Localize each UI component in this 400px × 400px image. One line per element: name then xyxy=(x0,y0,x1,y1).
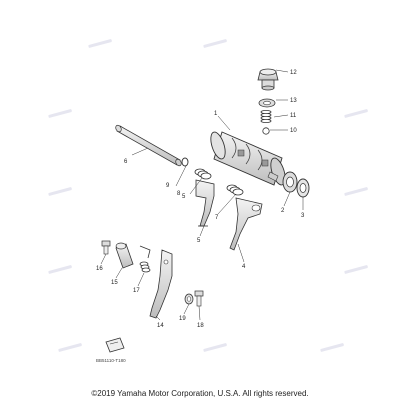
spring-part-17 xyxy=(140,262,150,272)
copyright-footer: ©2019 Yamaha Motor Corporation, U.S.A. All rights reserved. xyxy=(91,389,309,398)
label-19: 19 xyxy=(179,316,186,322)
lever-part-14 xyxy=(150,250,172,318)
label-4: 4 xyxy=(242,264,246,270)
label-2: 2 xyxy=(281,208,285,214)
bolt-part-18 xyxy=(195,291,203,306)
label-3: 3 xyxy=(301,213,305,219)
ring-part-9 xyxy=(182,158,188,166)
label-8: 8 xyxy=(177,191,181,197)
fork-spring-left xyxy=(195,169,211,179)
washer-part-19 xyxy=(185,294,193,304)
label-1: 1 xyxy=(214,111,218,117)
label-7: 7 xyxy=(215,215,219,221)
ring-part-3 xyxy=(297,179,309,197)
label-14: 14 xyxy=(157,323,164,329)
bearing-part-2 xyxy=(283,172,297,192)
shift-fork-part-5 xyxy=(196,180,214,226)
spring-wire xyxy=(140,246,150,258)
label-13: 13 xyxy=(290,98,297,104)
bolt-part-12 xyxy=(258,69,278,90)
label-12: 12 xyxy=(290,70,297,76)
shift-drum-part xyxy=(208,130,288,186)
part-number-labels xyxy=(96,70,305,329)
shift-fork-part-4 xyxy=(230,198,262,250)
label-16: 16 xyxy=(96,266,103,272)
reference-box-icon xyxy=(106,338,124,352)
washer-part-13 xyxy=(259,99,275,107)
label-9: 9 xyxy=(166,183,170,189)
spring-part-11 xyxy=(261,110,271,122)
bolt-part-16 xyxy=(102,241,110,254)
label-6: 6 xyxy=(124,159,128,165)
ball-part-10 xyxy=(263,128,269,134)
label-11: 11 xyxy=(290,113,297,119)
label-15: 15 xyxy=(111,280,118,286)
label-17: 17 xyxy=(133,288,140,294)
sleeve-part-15 xyxy=(116,243,133,268)
label-5-bottom: 5 xyxy=(197,238,201,244)
fork-spring-right xyxy=(227,185,243,195)
label-18: 18 xyxy=(197,323,204,329)
label-10: 10 xyxy=(290,128,297,134)
reference-code: BB51110-T180 xyxy=(96,358,126,363)
label-5-top: 5 xyxy=(182,194,186,200)
